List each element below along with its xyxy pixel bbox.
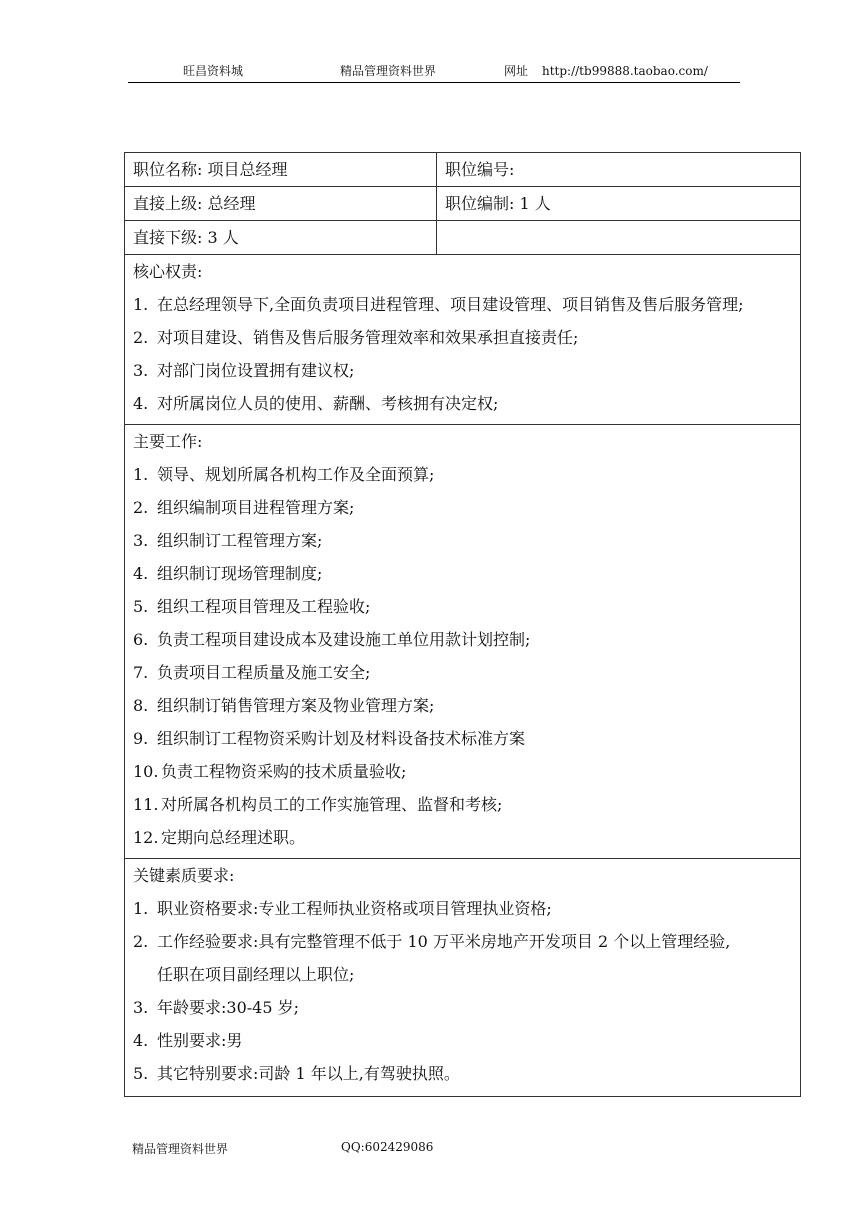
header-url-link[interactable]: http://tb99888.taobao.com/ [542, 64, 708, 78]
item-number: 5. [133, 1064, 149, 1083]
list-item [133, 788, 792, 821]
item-text: 对所属岗位人员的使用、薪酬、考核拥有决定权; [157, 394, 499, 413]
footer-qq: QQ:602429086 [341, 1140, 434, 1154]
table-row [125, 153, 801, 187]
list-item [133, 354, 792, 387]
list-item [133, 722, 792, 755]
item-number: 6. [133, 630, 149, 649]
item-text: 其它特别要求:司龄 1 年以上,有驾驶执照。 [157, 1064, 460, 1083]
list-item [133, 458, 792, 491]
item-number: 10. [133, 762, 159, 781]
item-text: 组织制订销售管理方案及物业管理方案; [157, 696, 435, 715]
item-text: 对项目建设、销售及售后服务管理效率和效果承担直接责任; [157, 328, 579, 347]
item-number: 2. [133, 498, 149, 517]
list-item [133, 387, 792, 420]
main-work-section [125, 425, 801, 859]
item-number: 4. [133, 1031, 149, 1050]
item-number: 4. [133, 394, 149, 413]
item-text: 工作经验要求:具有完整管理不低于 10 万平米房地产开发项目 2 个以上管理经验, [157, 932, 731, 951]
list-item [133, 821, 792, 854]
core-duties-section [125, 255, 801, 425]
item-text: 定期向总经理述职。 [161, 828, 306, 847]
item-number: 4. [133, 564, 149, 583]
item-number: 8. [133, 696, 149, 715]
position-name-cell: 职位名称: 项目总经理 [125, 153, 437, 187]
item-text: 领导、规划所属各机构工作及全面预算; [157, 465, 435, 484]
requirements-row [125, 859, 801, 1097]
list-item-continuation: 任职在项目副经理以上职位; [157, 965, 355, 984]
list-item [133, 623, 792, 656]
list-item [133, 892, 792, 925]
empty-cell [437, 221, 801, 255]
job-description-table [124, 152, 801, 1097]
header-url-label: 网址 [504, 64, 529, 78]
list-item [133, 321, 792, 354]
list-item [133, 656, 792, 689]
requirements-section [125, 859, 801, 1097]
item-text: 组织编制项目进程管理方案; [157, 498, 355, 517]
list-item [133, 755, 792, 788]
item-number: 12. [133, 828, 159, 847]
list-item [133, 590, 792, 623]
table-row [125, 221, 801, 255]
item-text: 负责工程项目建设成本及建设施工单位用款计划控制; [157, 630, 531, 649]
section-title: 主要工作: [133, 432, 203, 451]
item-text: 组织制订工程物资采购计划及材料设备技术标准方案 [157, 729, 526, 748]
item-text: 对部门岗位设置拥有建议权; [157, 361, 355, 380]
section-title: 关键素质要求: [133, 866, 235, 885]
list-item [133, 1057, 792, 1090]
subordinates-cell: 直接下级: 3 人 [125, 221, 437, 255]
list-item [133, 991, 792, 1024]
item-number: 2. [133, 328, 149, 347]
list-item [133, 524, 792, 557]
section-title: 核心权责: [133, 262, 203, 281]
core-duties-row [125, 255, 801, 425]
item-text: 组织制订工程管理方案; [157, 531, 323, 550]
header-site-name: 旺昌资料城 [183, 64, 244, 78]
item-text: 在总经理领导下,全面负责项目进程管理、项目建设管理、项目销售及售后服务管理; [157, 295, 744, 314]
list-item [133, 491, 792, 524]
table-row [125, 187, 801, 221]
item-text: 性别要求:男 [157, 1031, 243, 1050]
item-text: 组织制订现场管理制度; [157, 564, 323, 583]
main-work-row [125, 425, 801, 859]
item-text: 年龄要求:30-45 岁; [157, 998, 299, 1017]
list-item [133, 925, 792, 958]
item-number: 7. [133, 663, 149, 682]
item-number: 1. [133, 899, 149, 918]
headcount-cell: 职位编制: 1 人 [437, 187, 801, 221]
position-code-cell: 职位编号: [437, 153, 801, 187]
footer-slogan: 精品管理资料世界 [132, 1142, 229, 1156]
item-number: 5. [133, 597, 149, 616]
list-item [133, 689, 792, 722]
page-header [128, 64, 740, 83]
item-number: 9. [133, 729, 149, 748]
item-text: 负责工程物资采购的技术质量验收; [161, 762, 407, 781]
list-item [133, 288, 792, 321]
item-text: 对所属各机构员工的工作实施管理、监督和考核; [161, 795, 503, 814]
item-number: 1. [133, 295, 149, 314]
item-number: 11. [133, 795, 159, 814]
item-number: 3. [133, 361, 149, 380]
header-slogan: 精品管理资料世界 [340, 64, 437, 78]
item-number: 1. [133, 465, 149, 484]
item-text: 组织工程项目管理及工程验收; [157, 597, 371, 616]
item-text: 职业资格要求:专业工程师执业资格或项目管理执业资格; [157, 899, 552, 918]
item-text: 负责项目工程质量及施工安全; [157, 663, 371, 682]
item-number: 2. [133, 932, 149, 951]
item-number: 3. [133, 531, 149, 550]
item-number: 3. [133, 998, 149, 1017]
list-item [133, 1024, 792, 1057]
superior-cell: 直接上级: 总经理 [125, 187, 437, 221]
list-item [133, 557, 792, 590]
